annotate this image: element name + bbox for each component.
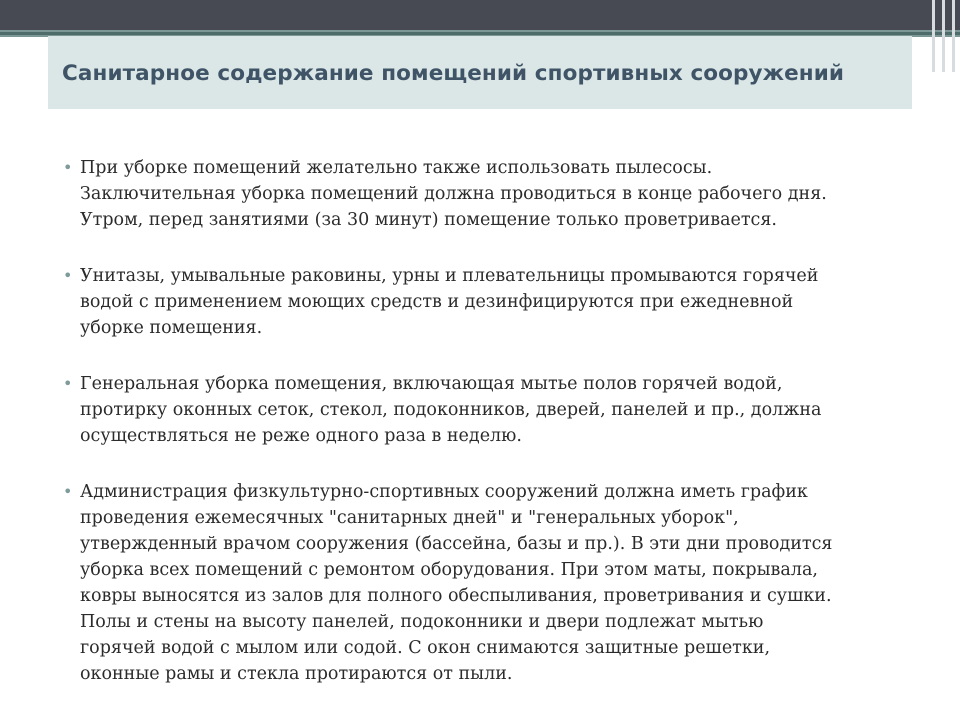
bullet-text-line: Полы и стены на высоту панелей, подоконники и двери подлежат мытью [80,612,764,632]
bullet-text-line: протирку оконных сеток, стекол, подоконников, дверей, панелей и пр., должна [80,400,822,420]
bullet-text-line: водой с применением моющих средств и дезинфицируются при ежедневной [80,292,794,312]
bullet-text-line: • Унитазы, умывальные раковины, урны и плевательницы промываются горячей [80,266,819,286]
bullet-item [62,479,922,687]
bullet-text-line: уборке помещения. [80,318,263,338]
bullet-text-line: Утром, перед занятиями (за 30 минут) помещение только проветривается. [80,210,777,230]
bullet-item [62,371,922,449]
corner-line [942,0,945,72]
corner-line [932,0,935,72]
bullet-text-line: горячей водой с мылом или содой. С окон снимаются защитные решетки, [80,638,771,658]
bullet-list [62,155,922,687]
bullet-item [62,155,922,233]
bullet-text-line: осуществляться не реже одного раза в неделю. [80,426,522,446]
bullet-text-line: проведения ежемесячных "санитарных дней" и "генеральных уборок", [80,508,739,528]
bullet-text-line: • При уборке помещений желательно также использовать пылесосы. [80,158,713,178]
bullet-text-line: ковры выносятся из залов для полного обеспыливания, проветривания и сушки. [80,586,832,606]
bullet-text-line: уборка всех помещений с ремонтом оборудования. При этом маты, покрывала, [80,560,818,580]
header-bar [0,0,960,30]
title-banner [48,36,912,109]
corner-line [952,0,955,72]
corner-decoration [914,0,960,72]
slide-title: Санитарное содержание помещений спортивных сооружений [62,61,845,86]
bullet-item [62,263,922,341]
bullet-text-line: утвержденный врачом сооружения (бассейна, базы и пр.). В эти дни проводится [80,534,833,554]
header-accent-strip [0,32,960,35]
bullet-text-line: • Генеральная уборка помещения, включающая мытье полов горячей водой, [80,374,783,394]
bullet-text-line: оконные рамы и стекла протираются от пыли. [80,664,513,684]
bullet-text-line: • Администрация физкультурно-спортивных сооружений должна иметь график [80,482,808,502]
bullet-text-line: Заключительная уборка помещений должна проводиться в конце рабочего дня. [80,184,827,204]
